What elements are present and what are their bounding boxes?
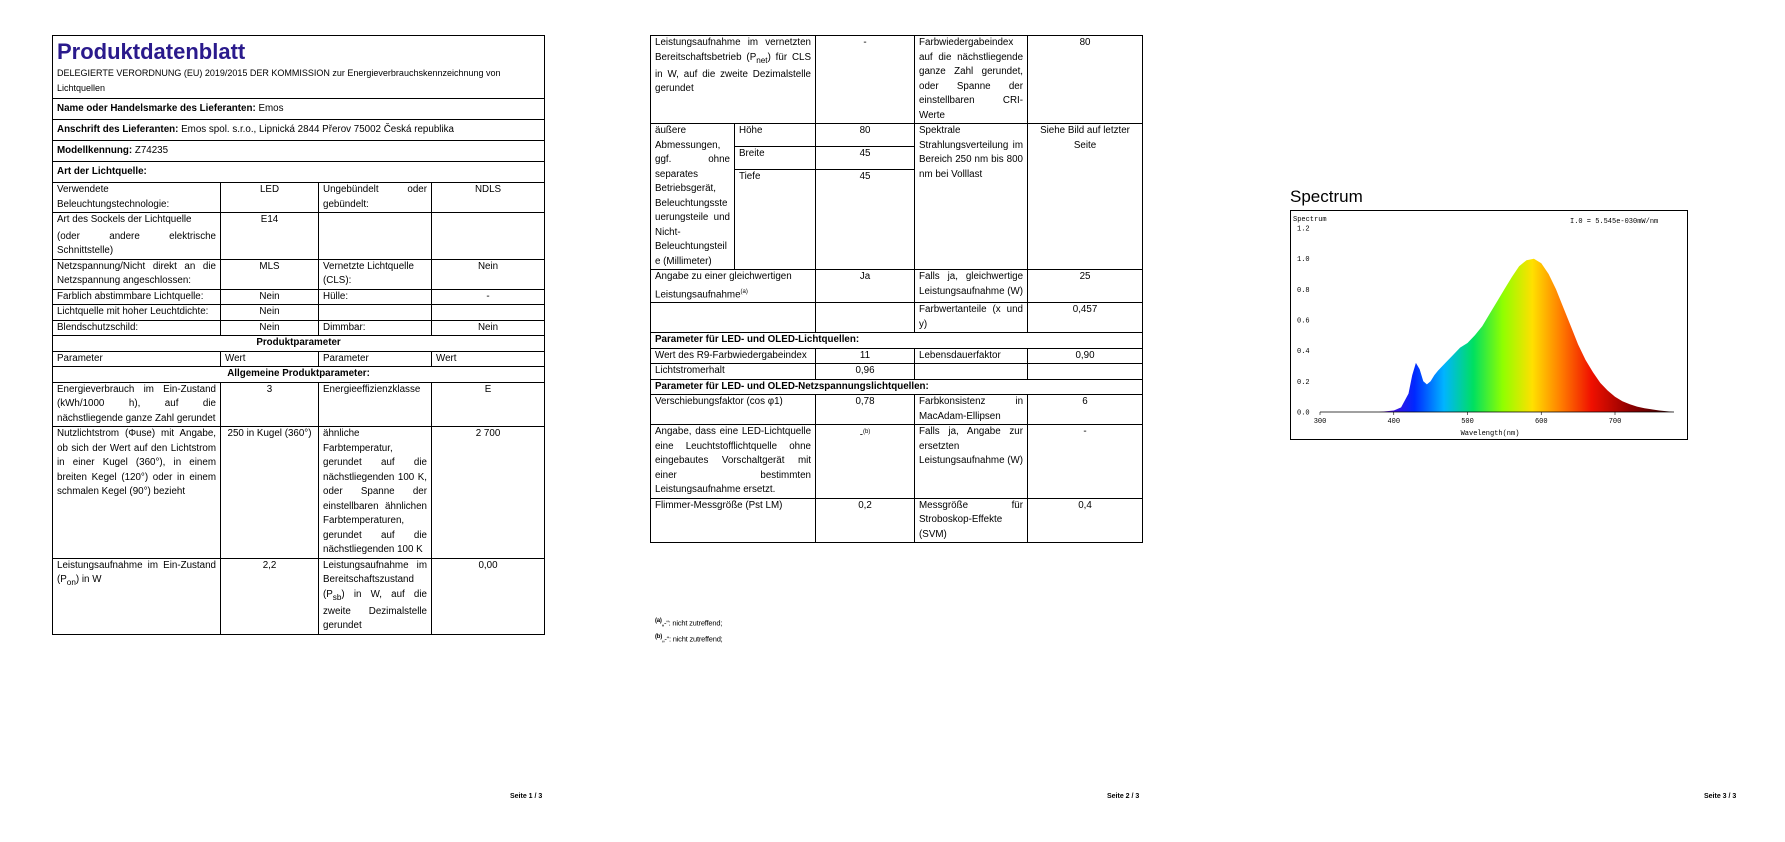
- colour-consistency-value: 6: [1028, 395, 1143, 425]
- supplier-name: Emos: [258, 103, 284, 114]
- mains-led-params-heading: Parameter für LED- und OLED-Netzspannungslichtquellen:: [651, 379, 1143, 395]
- supplier-address-label: Anschrift des Lieferanten:: [57, 124, 179, 135]
- flicker-value: 0,2: [816, 498, 915, 543]
- x-tick-label: 700: [1608, 418, 1622, 426]
- chroma-value: 0,457: [1028, 303, 1143, 333]
- connected-label: Vernetzte Lichtquelle (CLS):: [319, 259, 432, 289]
- high-luminance-label: Lichtquelle mit hoher Leuchtdichte:: [53, 305, 221, 321]
- x-axis-label: Wavelength(nm): [1460, 430, 1520, 438]
- cri-label: Farbwiedergabeindex auf die nächstliegende ganze Zahl gerundet, oder Spanne der einstellbaren CRI-Werte: [915, 36, 1028, 124]
- x-tick-label: 300: [1313, 418, 1327, 426]
- product-datasheet-table: [52, 35, 545, 635]
- colour-consistency-label: Farbkonsistenz in MacAdam-Ellipsen: [915, 395, 1028, 425]
- colour-tunable-label: Farblich abstimmbare Lichtquelle:: [53, 289, 221, 305]
- energy-on-value: 3: [221, 382, 319, 427]
- energy-class-label: Energieeffizienzklasse: [319, 382, 432, 427]
- cap-value: E14: [221, 213, 319, 260]
- high-luminance-value: Nein: [221, 305, 319, 321]
- spectrum-title: Spectrum: [1290, 187, 1363, 206]
- x-tick-label: 400: [1387, 418, 1401, 426]
- flicker-label: Flimmer-Messgröße (Pst LM): [651, 498, 816, 543]
- col-header-parameter: Parameter: [319, 351, 432, 367]
- directional-value: NDLS: [432, 183, 545, 213]
- model-label: Modellkennung:: [57, 145, 133, 156]
- width-label: Breite: [735, 147, 816, 170]
- chroma-label: Farbwertanteile (x und y): [915, 303, 1028, 333]
- envelope-value: -: [432, 289, 545, 305]
- equiv-value: Ja: [816, 270, 915, 303]
- page-number: Seite 3 / 3: [1704, 793, 1737, 800]
- general-params-heading: Allgemeine Produktparameter:: [53, 367, 545, 383]
- spectral-value: Siehe Bild auf letzter Seite: [1028, 124, 1143, 270]
- stroboscopic-value: 0,4: [1028, 498, 1143, 543]
- mains-value: MLS: [221, 259, 319, 289]
- supplier-name-label: Name oder Handelsmarke des Lieferanten:: [57, 103, 256, 114]
- spectrum-chart: [1290, 210, 1688, 440]
- replaces-power-label: Falls ja, Angabe zur ersetzten Leistungsaufnahme (W): [915, 425, 1028, 499]
- survival-value: 0,90: [1028, 348, 1143, 364]
- depth-label: Tiefe: [735, 170, 816, 270]
- cap-label: Art des Sockels der Lichtquelle: [57, 214, 192, 225]
- pon-value: 2,2: [221, 558, 319, 634]
- displacement-label: Verschiebungsfaktor (cos φ1): [651, 395, 816, 425]
- dimmable-label: Dimmbar:: [319, 320, 432, 336]
- lighting-tech-label: Verwendete Beleuchtungstechnologie:: [53, 183, 221, 213]
- x-tick-label: 600: [1534, 418, 1548, 426]
- col-header-value: Wert: [432, 351, 545, 367]
- connected-value: Nein: [432, 259, 545, 289]
- equiv-power-value: 25: [1028, 270, 1143, 303]
- flux-label: Nutzlichtstrom (Φuse) mit Angabe, ob sich der Wert auf den Lichtstrom in einer Kugel (360°), in einem breiten Kegel (120°) oder in einem schmalen Kegel (90°) bezieht: [53, 427, 221, 559]
- regulation-text: DELEGIERTE VERORDNUNG (EU) 2019/2015 DER KOMMISSION zur Energieverbrauchskennzeichnung von Lichtquellen: [57, 68, 501, 93]
- psb-label: Leistungsaufnahme im Bereitschaftszustand $(P_{sb})$ in W, auf die zweite Dezimalstelle gerundet: [319, 558, 432, 634]
- pnet-label: Leistungsaufnahme im vernetzten Bereitschaftsbetrieb $(P_{net})$ für CLS in W, auf die zweite Dezimalstelle gerundet: [651, 36, 816, 124]
- r9-value: 11: [816, 348, 915, 364]
- cri-value: 80: [1028, 36, 1143, 124]
- mains-label: Netzspannung/Nicht direkt an die Netzspannung angeschlossen:: [53, 259, 221, 289]
- pnet-value: -: [816, 36, 915, 124]
- page-2: [595, 0, 1190, 842]
- flux-value: 250 in Kugel (360°): [221, 427, 319, 559]
- chart-subtitle: Spectrum: [1293, 216, 1327, 224]
- light-source-type-heading: Art der Lichtquelle:: [53, 162, 545, 183]
- anti-glare-value: Nein: [221, 320, 319, 336]
- y-tick-label: 0.4: [1297, 348, 1310, 357]
- equiv-label: Angabe zu einer gleichwertigen Leistungsaufnahme$^{(a)}$: [651, 270, 816, 303]
- footnote-b: $^{(b)}$„-“: nicht zutreffend;: [655, 634, 723, 644]
- spectrum-area: [1379, 259, 1674, 412]
- envelope-label: Hülle:: [319, 289, 432, 305]
- replaces-value: -$^{(b)}$: [816, 425, 915, 499]
- y-tick-label: 0.6: [1297, 317, 1310, 326]
- anti-glare-label: Blendschutzschild:: [53, 320, 221, 336]
- y-tick-label: 0.0: [1297, 409, 1310, 418]
- product-params-heading: Produktparameter: [53, 336, 545, 352]
- equiv-power-label: Falls ja, gleichwertige Leistungsaufnahme (W): [915, 270, 1028, 303]
- model-id: Z74235: [134, 145, 169, 156]
- lighting-tech-value: LED: [221, 183, 319, 213]
- spectral-label: Spektrale Strahlungsverteilung im Bereich 250 nm bis 800 nm bei Volllast: [915, 124, 1028, 270]
- cap-label-note: (oder andere elektrische Schnittstelle): [57, 230, 216, 256]
- psb-value: 0,00: [432, 558, 545, 634]
- replaces-power-value: -: [1028, 425, 1143, 499]
- energy-on-label: Energieverbrauch im Ein-Zustand (kWh/1000 h), auf die nächstliegende ganze Zahl gerundet: [53, 382, 221, 427]
- pon-label: Leistungsaufnahme im Ein-Zustand $(P_{on})$ in W: [53, 558, 221, 634]
- x-tick-label: 500: [1461, 418, 1474, 426]
- datasheet-title: Produktdatenblatt: [57, 39, 246, 64]
- height-label: Höhe: [735, 124, 816, 147]
- r9-label: Wert des R9-Farbwiedergabeindex: [651, 348, 816, 364]
- stroboscopic-label: Messgröße für Stroboskop-Effekte (SVM): [915, 498, 1028, 543]
- directional-label: Ungebündelt oder gebündelt:: [319, 183, 432, 213]
- datasheet-table-continued: [650, 35, 1143, 543]
- y-tick-label: 1.0: [1297, 256, 1310, 265]
- chart-layer: [1297, 226, 1674, 427]
- y-tick-label: 1.2: [1297, 225, 1310, 234]
- cct-label: ähnliche Farbtemperatur, gerundet auf die nächstliegenden 100 K, oder Spanne der einstellbaren ähnlichen Farbtemperaturen, gerundet auf die nächstliegenden 100 K: [319, 427, 432, 559]
- energy-class-value: E: [432, 382, 545, 427]
- width-value: 45: [816, 147, 915, 170]
- page-1: [0, 0, 595, 842]
- colour-tunable-value: Nein: [221, 289, 319, 305]
- survival-label: Lebensdauerfaktor: [915, 348, 1028, 364]
- lumen-maint-label: Lichtstromerhalt: [651, 364, 816, 380]
- page-number: Seite 1 / 3: [510, 793, 543, 800]
- replaces-label: Angabe, dass eine LED-Lichtquelle eine Leuchtstofflichtquelle ohne eingebautes Vorschaltgerät mit einer bestimmten Leistungsaufnahme ersetzt.: [651, 425, 816, 499]
- page-number: Seite 2 / 3: [1107, 793, 1140, 800]
- chart-annotation: I.0 = 5.545e-030mW/nm: [1570, 218, 1659, 226]
- displacement-value: 0,78: [816, 395, 915, 425]
- dims-label: äußere Abmessungen, ggf. ohne separates Betriebsgerät, Beleuchtungssteuerungsteile und Nicht-Beleuchtungsteile (Millimeter): [651, 124, 735, 270]
- cct-value: 2 700: [432, 427, 545, 559]
- lumen-maint-value: 0,96: [816, 364, 915, 380]
- y-tick-label: 0.2: [1297, 378, 1310, 387]
- dimmable-value: Nein: [432, 320, 545, 336]
- col-header-parameter: Parameter: [53, 351, 221, 367]
- col-header-value: Wert: [221, 351, 319, 367]
- height-value: 80: [816, 124, 915, 147]
- footnote-a: $^{(a)}$„-“: nicht zutreffend;: [655, 618, 723, 628]
- led-params-heading: Parameter für LED- und OLED-Lichtquellen:: [651, 333, 1143, 349]
- y-tick-label: 0.8: [1297, 286, 1310, 295]
- supplier-address: Emos spol. s.r.o., Lipnická 2844 Přerov 75002 Česká republika: [181, 124, 454, 135]
- depth-value: 45: [816, 170, 915, 270]
- page-3: [1190, 0, 1785, 842]
